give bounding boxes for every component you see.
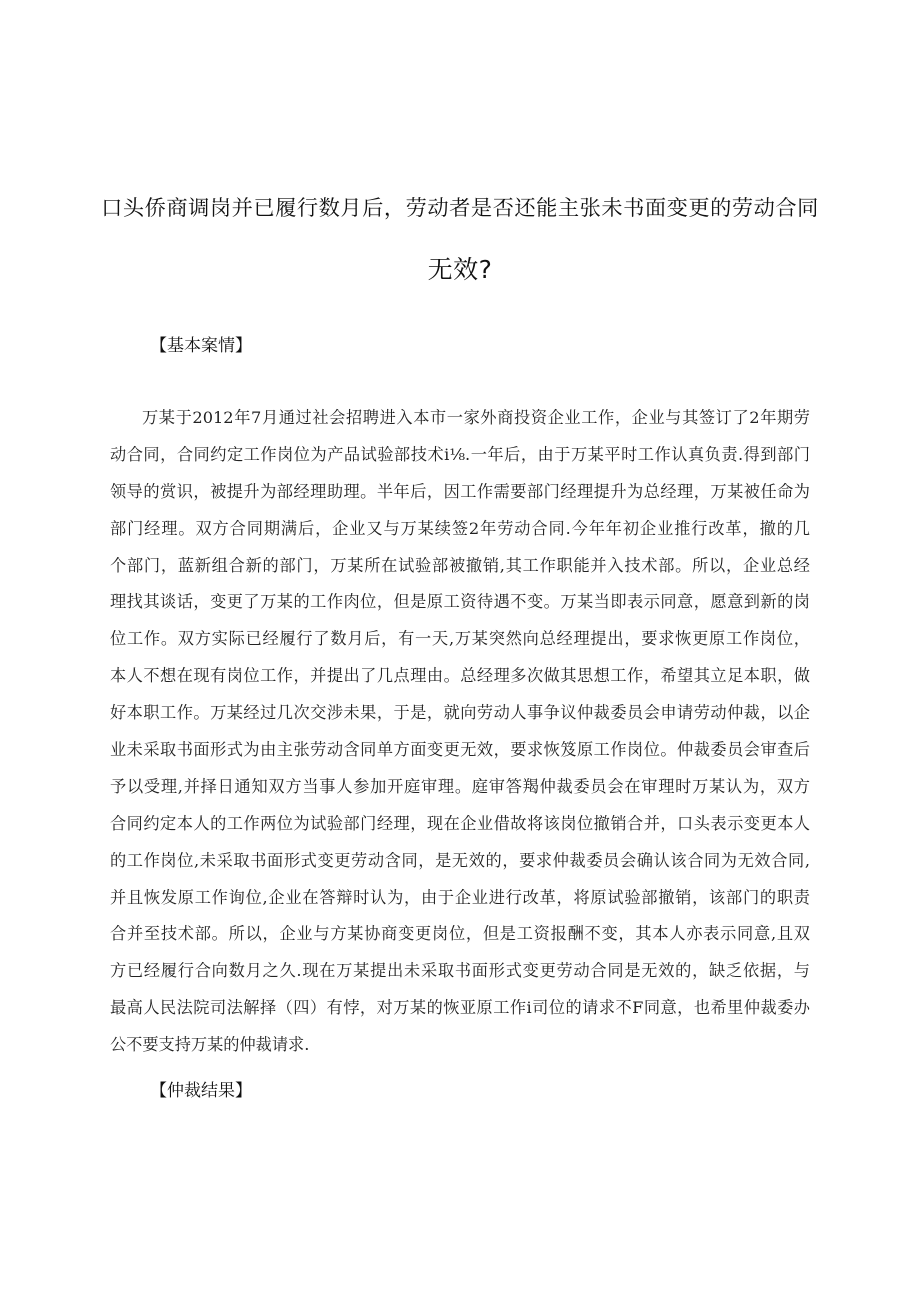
document-title-line-2: 无效? — [427, 255, 493, 284]
paragraph-line: 动合同，合同约定工作岗位为产品试验部技术i⅛.一年后，由于万某平时工作认真负责.得到部门 — [110, 444, 810, 464]
paragraph-line: 予以受理,并择日通知双方当事人参加开庭审理。庭审答羯仲裁委员会在审理时万某认为，双方 — [110, 776, 810, 796]
paragraph-line: 方已经履行合向数月之久.现在万某提出未采取书面形式变更劳动合同是无效的，缺乏依据，与 — [110, 961, 810, 981]
paragraph-line: 最高人民法院司法解择（四）有悖，对万某的恢亚原工作i司位的请求不F同意，也希里仲裁委办 — [110, 998, 810, 1018]
paragraph-line: 位工作。双方实际已经履行了数月后，有一天,万某突然向总经理提出，要求恢更原工作岗位， — [110, 629, 810, 649]
paragraph-line: 并且恢发原工作询位,企业在答辩时认为，由于企业进行改革，将原试验部撤销，该部门的职责 — [110, 887, 810, 907]
paragraph-line: 万某于2012年7月通过社会招聘进入本市一家外商投资企业工作，企业与其签订了2年期劳 — [142, 408, 810, 427]
paragraph-line: 部门经理。双方合同期满后，企业又与万某续签2年劳动合同.今年年初企业推行改革，撤的几 — [110, 518, 810, 538]
paragraph-line: 领导的赏识，被提升为部经理助理。半年后，因工作需要部门经理提升为总经理，万某被任命为 — [110, 481, 810, 501]
paragraph-line: 业未采取书面形式为由主张劳动含同单方面变更无效，要求恢笈原工作岗位。仲裁委员会审查后 — [110, 740, 810, 760]
paragraph-line: 的工作岗位,未采取书面形式变更劳动含同，是无效的，要求仲裁委员会确认该合同为无效合同, — [110, 850, 810, 870]
paragraph-line: 公不要支持万某的仲裁请求. — [110, 1035, 310, 1055]
paragraph-line: 个部门，蓝新组合新的部门，万某所在试验部被撤销,其工作职能并入技术部。所以，企业总经 — [110, 555, 810, 575]
section-heading-arbitration-result: 【仲裁结果】 — [150, 1081, 252, 1101]
paragraph-line: 本人不想在现有岗位工作，并提出了几点理由。总经理多次做其思想工作，希望其立足本职，做 — [110, 666, 810, 686]
document-title-line-1: 口头侨商调岗并已履行数月后，劳动者是否还能主张未书面变更的劳动合同 — [101, 196, 819, 221]
section-heading-basic-case: 【基本案情】 — [150, 336, 252, 356]
paragraph-line: 理找其谈话，变更了万某的工作肉位，但是原工资待遇不变。万某当即表示同意，愿意到新的岗 — [110, 592, 810, 612]
case-body-paragraph — [110, 400, 810, 1064]
paragraph-line: 好本职工作。万某经过几次交涉未果，于是，就向劳动人事争议仲裁委员会申请劳动仲裁，以企 — [110, 703, 810, 723]
paragraph-line: 合同约定本人的工作两位为试验部门经理，现在企业借故将该岗位撤销合并，口头表示变更本人 — [110, 813, 810, 833]
paragraph-line: 合并至技术部。所以，企业与方某协商变更岗位，但是工资报酬不变，其本人亦表示同意,且双 — [110, 924, 810, 944]
